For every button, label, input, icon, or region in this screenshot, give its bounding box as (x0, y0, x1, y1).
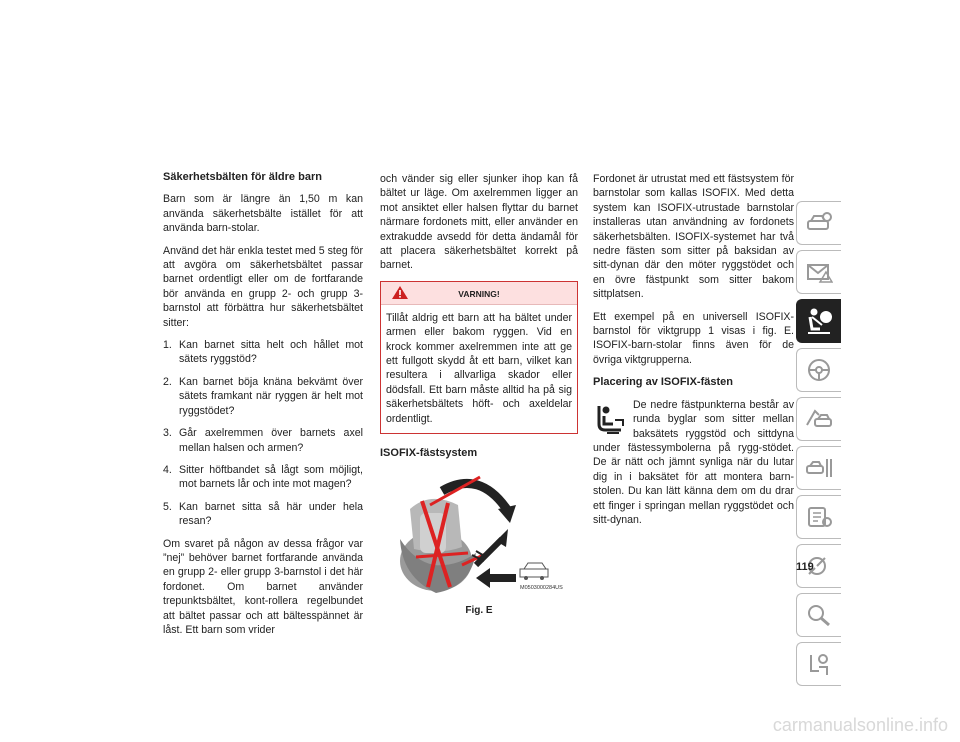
warning-text: Tillåt aldrig ett barn att ha bältet under armen eller bakom ryggen. Vid en krock kommer axelremmen inte att ge ett fullgott skydd åt ett barn, vilket kan resultera i allvarliga skador eller dödsfall. Ett barn måste alltid ha på sig säkerhetsbältets höft- och axeldelar ordentligt. (386, 311, 572, 425)
child-seat-illustration (380, 469, 578, 604)
language-icon (805, 651, 833, 677)
isofix-anchor-icon (593, 402, 627, 436)
tab-service[interactable] (796, 446, 841, 490)
chapter-tabs (796, 201, 842, 691)
section-heading-isofix: ISOFIX-fästsystem (380, 447, 478, 460)
isofix-placement-block (593, 398, 794, 536)
tab-languages[interactable] (796, 642, 841, 686)
tab-maintenance[interactable] (796, 495, 841, 539)
paragraph: Ett exempel på en universell ISOFIX-barnstol för viktgrupp 1 visas i fig. E. ISOFIX-barn-stolar finns även för de övriga viktgrupperna. (593, 310, 794, 366)
magnifier-index-icon (805, 603, 833, 627)
list-item: 1. Kan barnet sitta helt och hållet mot sätets ryggstöd? (163, 339, 363, 366)
section-heading-isofix-placement: Placering av ISOFIX-fästen (593, 376, 733, 389)
maintenance-list-icon (805, 505, 833, 529)
tab-safety[interactable] (796, 299, 841, 343)
page-number: 119 (796, 561, 814, 573)
envelope-warning-icon (805, 260, 833, 284)
figure-code: M0503000284US (520, 584, 563, 591)
tab-index[interactable] (796, 593, 841, 637)
list-item: 4. Sitter höftbandet så lågt som möjligt, mot barnets lår och inte mot magen? (163, 463, 363, 491)
figure-caption: Fig. E (465, 604, 493, 616)
tab-car-dashboard[interactable] (796, 201, 841, 245)
column-2 (380, 172, 578, 618)
warning-header (381, 282, 577, 305)
paragraph: Barn som är längre än 1,50 m kan använda säkerhetsbälte istället för att använda barn-stolar. (163, 193, 363, 235)
figure-isofix-child-seat (380, 469, 578, 604)
paragraph: Använd det här enkla testet med 5 steg för att avgöra om säkerhetsbältet passar barnet ordentligt eller om de fortfarande bör använda en grupp 2- och grupp 3-barnstol att förbättra hur säkerhetsbältet sitter: (163, 244, 363, 329)
list-item: 3. Går axelremmen över barnets axel mellan halsen och armen? (163, 427, 363, 454)
warning-box (380, 281, 578, 434)
steering-wheel-icon (805, 356, 833, 384)
list-item: 5. Kan barnet sitta så här under hela resan? (163, 500, 363, 528)
warning-title: VARNING! (458, 288, 500, 299)
column-1 (163, 170, 363, 645)
tab-instrument-warnings[interactable] (796, 250, 841, 294)
airbag-safety-icon (804, 307, 834, 335)
car-dashboard-icon (805, 211, 833, 235)
list-item: 2. Kan barnet böja knäna bekvämt över sätets framkant när ryggen är helt mot ryggstödet? (163, 375, 363, 417)
car-service-tools-icon (805, 456, 833, 480)
section-heading-older-children: Säkerhetsbälten för äldre barn (163, 171, 322, 183)
test-steps-list (163, 338, 363, 528)
paragraph: Om svaret på någon av dessa frågor var ”nej” behöver barnet fortfarande använda en grupp 2- eller grupp 3-barnstol i det här fordonet. Om barnet använder trepunktsbältet, kont-rollera regelbundet att bältet passar och att bältesspännet är låst. Ett barn som vrider (163, 537, 363, 636)
paragraph: och vänder sig eller sjunker ihop kan få bältet ur läge. Om axelremmen ligger an mot ansiktet eller halsen flyttar du barnet närmare fordonets mitt, eller använder en extrakudde avsedd för detta ändamål för att placera säkerhetsbältet korrekt på barnet. (380, 173, 578, 272)
warning-triangle-car-icon (805, 407, 833, 431)
paragraph: De nedre fästpunkterna består av runda byglar som sitter mellan baksätets ryggstöd och sittdyna under fästessymbolerna på rygg-stödet. De är nätt och jämnt synliga när du lutar dig in i baksätet för att montera barn-stolen. Du kan lätt känna dem om du drar ett finger i springan mellan ryggstödet och sitt-dynan. (593, 398, 794, 526)
column-3 (593, 172, 794, 535)
tab-driving[interactable] (796, 348, 841, 392)
paragraph: Fordonet är utrustat med ett fästsystem för barnstolar som kallas ISOFIX. Med detta system kan ISOFIX-utrustade barnstolar installeras utan användning av fordonets säkerhetsbälten. ISOFIX-systemet har två nedre fästen som sitter på baksidan av sitt-dynan där den möter ryggstödet och en övre fästpunkt som sitter bakom sittplatsen. (593, 173, 794, 301)
tab-emergency[interactable] (796, 397, 841, 441)
watermark: carmanualsonline.info (772, 715, 948, 735)
